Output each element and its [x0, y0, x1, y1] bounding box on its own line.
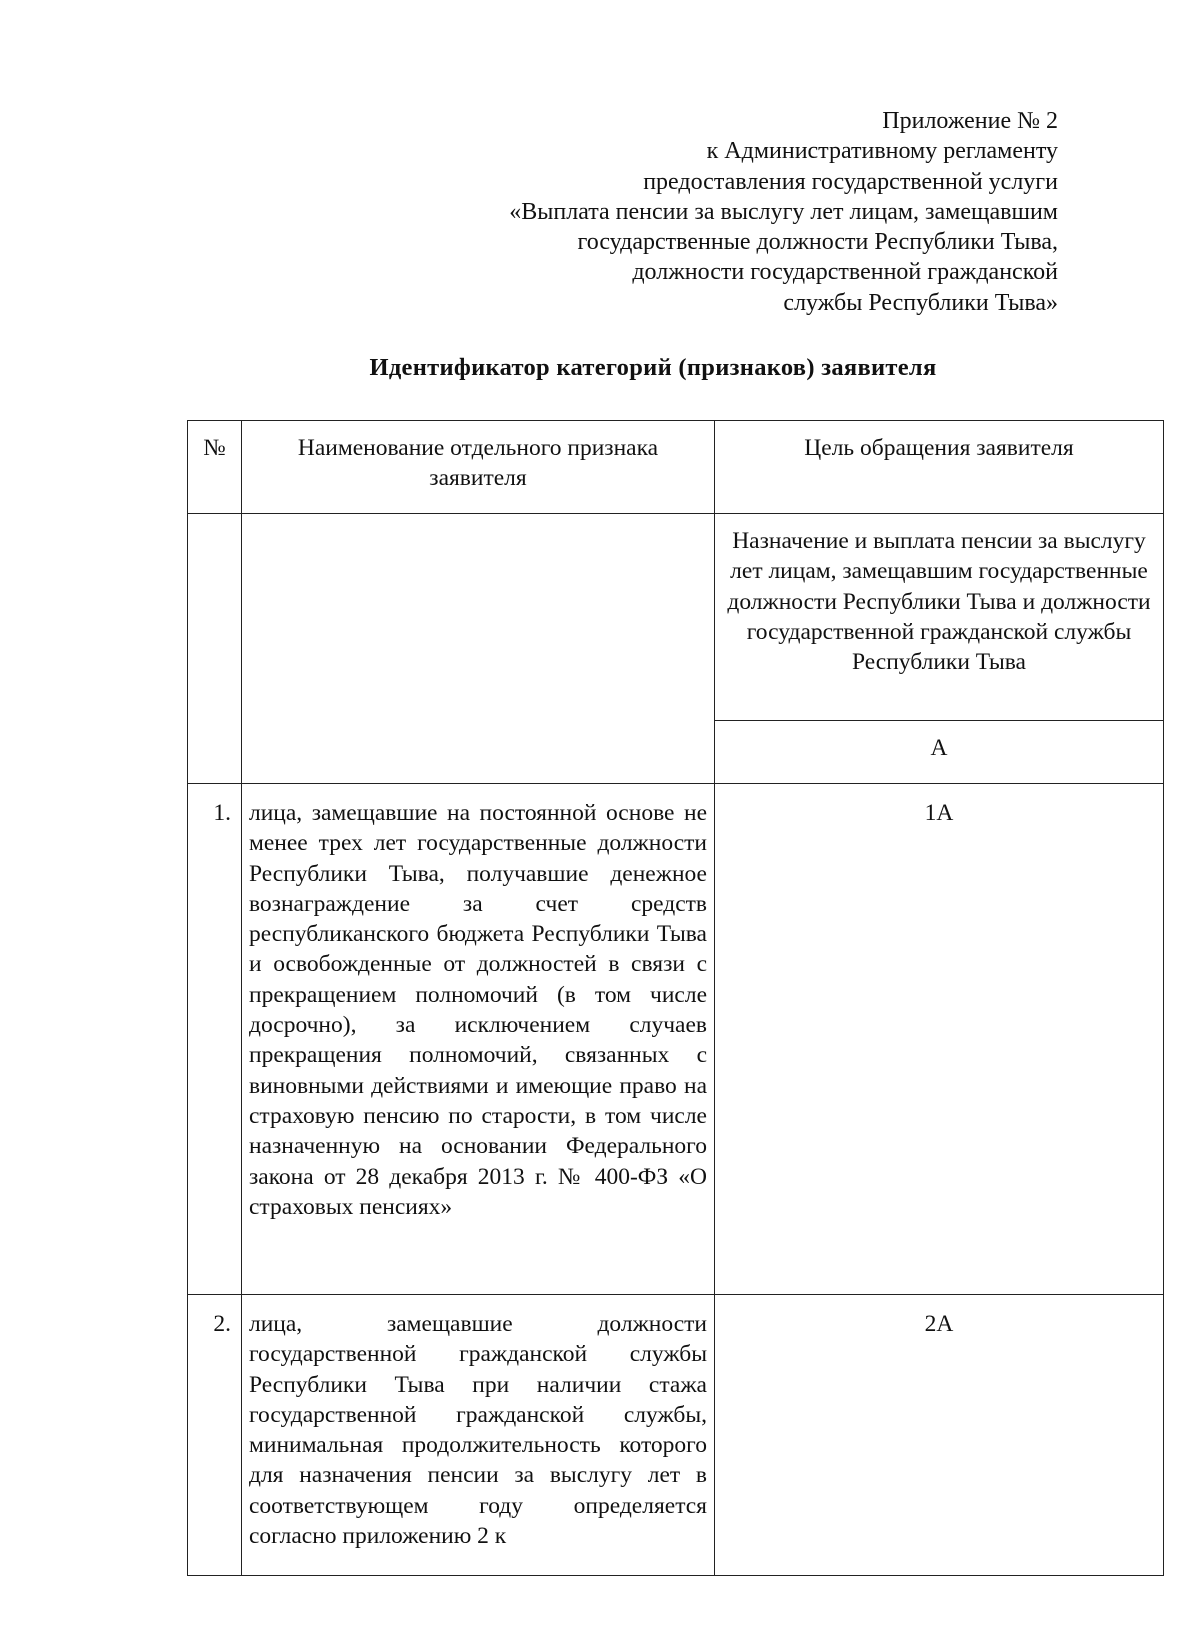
goal-description: Назначение и выплата пенсии за выслугу лет лицам, замещавшим государственные должности Республики Тыва и должности государственной гражданской службы Республики Тыва [715, 514, 1164, 721]
annex-line: должности государственной гражданской [632, 259, 1058, 286]
annex-line: службы Республики Тыва» [783, 289, 1058, 316]
table-row [188, 784, 1164, 1295]
row-feature-text: лица, замещавшие на постоянной основе не менее трех лет государственные должности Республики Тыва, получавшие денежное вознаграждение за счет средств республиканского бюджета Республики Тыва и освобожденные от должностей в связи с прекращением полномочий (в том числе досрочно), за исключением случаев прекращения полномочий, связанных с виновными действиями и имеющие право на страховую пенсию по старости, в том числе назначенную на основании Федерального закона от 28 декабря 2013 г. № 400-ФЗ «О страховых пенсиях» [242, 784, 715, 1295]
goal-code: А [715, 721, 1164, 784]
annex-line: предоставления государственной услуги [643, 168, 1058, 195]
table-row [188, 1295, 1164, 1576]
annex-line: Приложение № 2 [882, 108, 1058, 134]
empty-cell [188, 514, 242, 784]
header-goal: Цель обращения заявителя [715, 421, 1164, 514]
row-feature-text: лица, замещавшие должности государственной гражданской службы Республики Тыва при наличии стажа государственной гражданской службы, минимальная продолжительность которого для назначения пенсии за выслугу лет в соответствующем году определяется согласно приложению 2 к [249, 1311, 707, 1550]
applicant-category-table [187, 420, 1164, 1576]
row-number: 1. [188, 784, 242, 1295]
row-number: 2. [188, 1295, 242, 1576]
annex-header [418, 106, 1058, 318]
empty-cell [242, 514, 715, 784]
annex-line: к Административному регламенту [706, 138, 1058, 165]
header-number: № [188, 421, 242, 514]
annex-line: государственные должности Республики Тыва, [577, 229, 1058, 256]
annex-line: «Выплата пенсии за выслугу лет лицам, замещавшим [509, 198, 1058, 225]
table-header-row [188, 421, 1164, 514]
row-feature-text-cell [242, 1295, 715, 1576]
header-feature-name: Наименование отдельного признака заявителя [242, 421, 715, 514]
document-title: Идентификатор категорий (признаков) заявителя [369, 354, 937, 381]
goal-description-row [188, 514, 1164, 721]
row-code: 1А [715, 784, 1164, 1295]
row-code: 2А [715, 1295, 1164, 1576]
